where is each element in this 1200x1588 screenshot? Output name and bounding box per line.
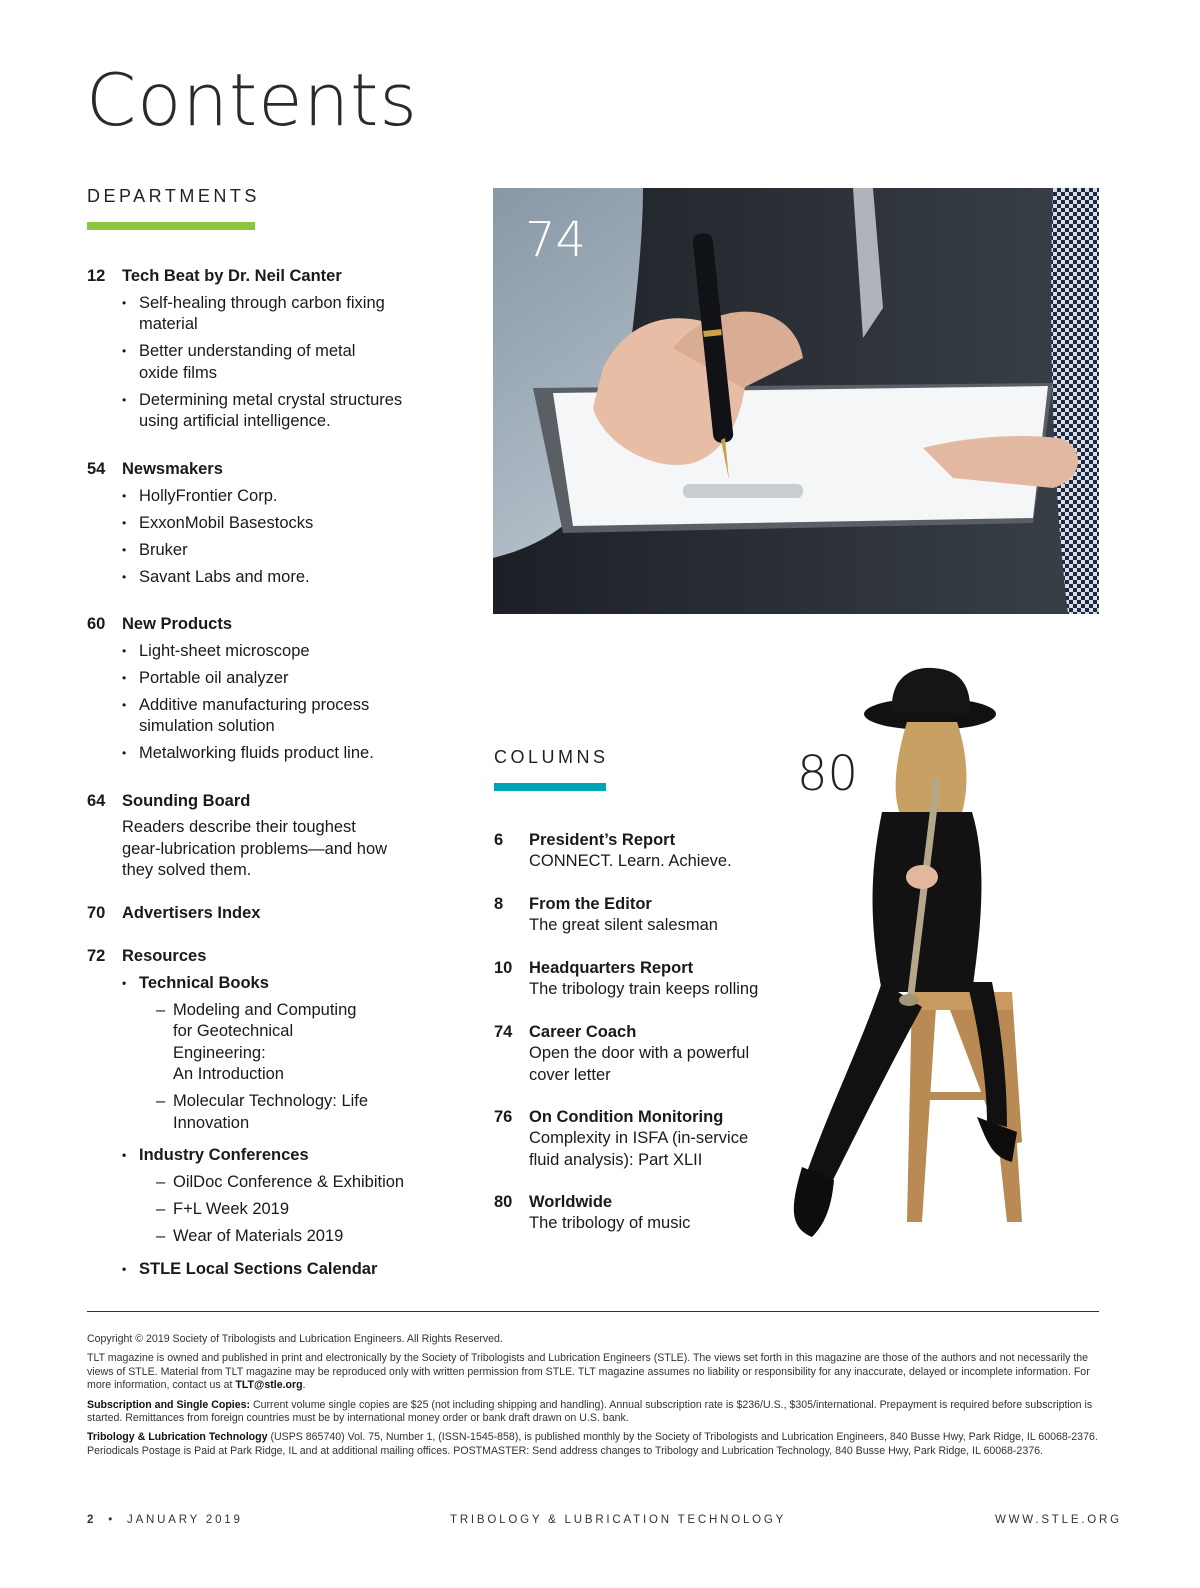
resource-group-label: Industry Conferences <box>139 1146 309 1164</box>
columns-heading: COLUMNS <box>494 747 609 767</box>
publication-text: (USPS 865740) Vol. 75, Number 1, (ISSN-1545-858), is published monthly by the Society of Tribologists and Lubrication Engineers, 840 Busse Hwy, Park Ridge, IL 60068-2376. Periodicals Postage is Paid at Park Ridge, IL and at additional mailing offices. POSTMASTER: Send address changes to Tribology and Lubrication Technology, 840 Busse Hwy, Park Ridge, IL 60068-2376. <box>87 1431 1098 1457</box>
list-item: • Metalworking fluids product line. <box>122 743 427 765</box>
folio-website-link[interactable]: WWW.STLE.ORG <box>995 1514 1122 1526</box>
entry-description: The tribology of music <box>529 1214 691 1232</box>
entry-title[interactable]: Headquarters Report <box>529 959 694 977</box>
entry-title[interactable]: Career Coach <box>529 1023 637 1041</box>
folio-page-number: 2 <box>87 1514 97 1526</box>
column-entry-from-the-editor <box>494 893 784 937</box>
list-item: – Wear of Materials 2019 <box>156 1226 427 1248</box>
entry-title[interactable]: Newsmakers <box>122 460 223 478</box>
entry-page-number: 70 <box>87 904 106 922</box>
entry-page-number: 6 <box>494 831 504 849</box>
footer-legal <box>87 1333 1099 1464</box>
subscription-label: Subscription and Single Copies: <box>87 1398 251 1411</box>
entry-description: The tribology train keeps rolling <box>529 980 759 998</box>
page-title: Contents <box>86 58 418 142</box>
list-item: – Molecular Technology: Life Innovation <box>156 1091 427 1134</box>
departments-accent-bar <box>87 222 255 230</box>
column-entry-presidents-report <box>494 829 784 873</box>
subscription-notice <box>87 1399 1099 1426</box>
ownership-notice <box>87 1352 1099 1392</box>
list-item: • Self-healing through carbon fixing material <box>122 293 389 336</box>
folio-separator: • <box>108 1514 116 1526</box>
dept-entry-advertisers-index <box>87 902 427 924</box>
dept-entry-new-products <box>87 613 427 765</box>
dept-entry-sounding-board <box>87 790 427 882</box>
entry-page-number: 64 <box>87 792 106 810</box>
column-entry-headquarters-report <box>494 957 784 1001</box>
photo-page-number: 74 <box>525 212 587 268</box>
list-item-line: An Introduction <box>173 1065 284 1083</box>
entry-page-number: 8 <box>494 895 504 913</box>
list-item: • Light-sheet microscope <box>122 641 427 663</box>
column-entry-condition-monitoring <box>494 1106 784 1171</box>
ownership-text-end: . <box>302 1379 306 1392</box>
list-item: – F+L Week 2019 <box>156 1199 427 1221</box>
folio-date: JANUARY 2019 <box>127 1514 243 1526</box>
list-item: • Better understanding of metal oxide films <box>122 341 364 384</box>
entry-description: CONNECT. Learn. Achieve. <box>529 852 732 870</box>
entry-page-number: 60 <box>87 615 106 633</box>
photo-page-number: 80 <box>797 746 859 802</box>
copyright-notice: Copyright © 2019 Society of Tribologists and Lubrication Engineers. All Rights Reserved. <box>87 1333 503 1345</box>
columns-accent-bar <box>494 783 606 791</box>
resource-group-label: Technical Books <box>139 973 269 992</box>
entry-page-number: 76 <box>494 1108 513 1126</box>
list-item: • HollyFrontier Corp. <box>122 486 427 508</box>
entry-page-number: 54 <box>87 460 106 478</box>
list-item: – OilDoc Conference & Exhibition <box>156 1172 427 1194</box>
entry-description: Readers describe their toughest gear-lubrication problems—and how they solved them. <box>122 818 388 879</box>
contact-email-link[interactable]: TLT@stle.org <box>235 1379 303 1392</box>
publication-notice <box>87 1431 1099 1458</box>
list-item-line: – Modeling and Computing for Geotechnical Engineering: <box>173 1000 357 1062</box>
entry-title[interactable]: From the Editor <box>529 895 652 913</box>
entry-description: Complexity in ISFA (in-service fluid analysis): Part XLII <box>529 1129 749 1169</box>
entry-page-number: 12 <box>87 267 106 285</box>
entry-page-number: 74 <box>494 1023 513 1041</box>
entry-description: Open the door with a powerful cover letter <box>529 1044 750 1084</box>
list-item: • Savant Labs and more. <box>122 567 427 589</box>
dept-entry-resources <box>87 945 427 1280</box>
resource-group-industry-conferences <box>122 1145 427 1248</box>
entry-title[interactable]: On Condition Monitoring <box>529 1108 724 1126</box>
resource-group-technical-books <box>122 973 427 1135</box>
footer-divider <box>87 1311 1099 1312</box>
list-item: • Additive manufacturing process simulation solution <box>122 695 379 738</box>
entry-title[interactable]: Tech Beat by Dr. Neil Canter <box>122 267 342 285</box>
entry-title[interactable]: Advertisers Index <box>122 904 261 922</box>
dept-entry-tech-beat <box>87 265 427 433</box>
resource-group-local-sections[interactable]: • STLE Local Sections Calendar <box>122 1259 427 1281</box>
entry-page-number: 80 <box>494 1193 513 1211</box>
list-item: • Bruker <box>122 540 427 562</box>
list-item: • Determining metal crystal structures using artificial intelligence. <box>122 390 429 433</box>
list-item: • Portable oil analyzer <box>122 668 427 690</box>
entry-title[interactable]: New Products <box>122 615 233 633</box>
entry-page-number: 10 <box>494 959 513 977</box>
publication-label: Tribology & Lubrication Technology <box>87 1431 268 1444</box>
departments-heading: DEPARTMENTS <box>87 186 260 206</box>
ownership-text: TLT magazine is owned and published in print and electronically by the Society of Tribologists and Lubrication Engineers (STLE). The views set forth in this magazine are those of the authors and not necessarily the views of STLE. Material from TLT magazine may be reproduced only with written permission from STLE. TLT magazine assumes no liability or responsibility for any inaccurate, delayed or incomplete information. For more information, contact us at <box>87 1352 1090 1392</box>
entry-page-number: 72 <box>87 947 106 965</box>
folio-publication: TRIBOLOGY & LUBRICATION TECHNOLOGY <box>450 1514 787 1526</box>
entry-title[interactable]: President’s Report <box>529 831 676 849</box>
entry-title[interactable]: Resources <box>122 947 207 965</box>
entry-description: The great silent salesman <box>529 916 718 934</box>
dept-entry-newsmakers <box>87 458 427 588</box>
list-item <box>156 1000 427 1086</box>
column-entry-career-coach <box>494 1021 784 1086</box>
entry-title[interactable]: Sounding Board <box>122 792 251 810</box>
column-entry-worldwide <box>494 1191 784 1235</box>
subscription-text: Current volume single copies are $25 (not including shipping and handling). Annual subscription rate is $236/U.S., $305/international. Prepayment is required before subscription is started. Remittances from foreign countries must be by international money order or bank draft drawn on U.S. bank. <box>87 1398 1093 1425</box>
writing-photo <box>493 188 1099 614</box>
folio-left <box>87 1514 243 1526</box>
entry-title[interactable]: Worldwide <box>529 1193 613 1211</box>
list-item: • ExxonMobil Basestocks <box>122 513 427 535</box>
